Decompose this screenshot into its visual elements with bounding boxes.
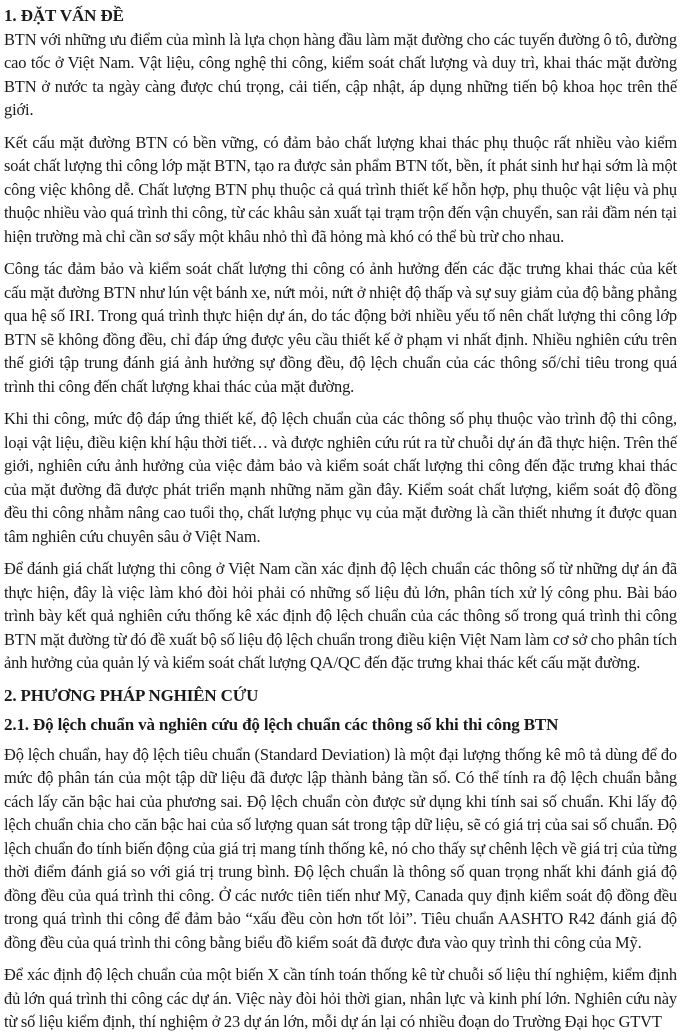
section-2-1-paragraph-1: Độ lệch chuẩn, hay độ lệch tiêu chuẩn (Standard Deviation) là một đại lượng thống kê mô tả dùng để đo mức độ phân tán của một tập dữ liệu đã được lập thành bảng tần số. Có thể tính ra độ lệch chuẩn bằng cách lấy căn bậc hai của phương sai. Độ lệch chuẩn còn được sử dụng khi tính sai số chuẩn. Khi lấy độ lệch chuẩn chia cho căn bậc hai của số lượng quan sát trong tập dữ liệu, sẽ có giá trị của sai số chuẩn. Độ lệch chuẩn đo tính biến động của giá trị mang tính thống kê, nó cho thấy sự chênh lệch về giá trị của từng thời điểm đánh giá so với giá trị trung bình. Độ lệch chuẩn là thông số quan trọng nhất khi đánh giá độ đồng đều của quá trình thi công. Ở các nước tiên tiến như Mỹ, Canada quy định kiểm soát độ đồng đều trong quá trình thi công để đảm bảo “xấu đều còn hơn tốt lỏi”. Tiêu chuẩn AASHTO R42 đánh giá độ đồng đều của quá trình thi công bằng biểu đồ kiểm soát đã được đưa vào quy trình thi công của Mỹ. [4, 744, 677, 952]
section-1-heading: 1. ĐẶT VẤN ĐỀ [4, 6, 124, 25]
section-1-paragraph-1: BTN với những ưu điểm của mình là lựa chọn hàng đầu làm mặt đường cho các tuyến đường ô tô, đường cao tốc ở Việt Nam. Vật liệu, công nghệ thi công, kiểm soát chất lượng và duy trì, khai thác mặt đường BTN ở nước ta ngày càng được chú trọng, cải tiến, cập nhật, áp dụng những tiến bộ khoa học trên thế giới. [4, 29, 677, 119]
section-1-paragraph-3: Công tác đảm bảo và kiểm soát chất lượng thi công có ảnh hưởng đến các đặc trưng khai thác của kết cấu mặt đường BTN như lún vệt bánh xe, nứt mỏi, nứt ở nhiệt độ thấp và sự suy giảm của độ bằng phẳng qua hệ số IRI. Trong quá trình thực hiện dự án, do tác động bởi nhiều yếu tố nên chất lượng thi công lớp BTN sẽ không đồng đều, chỉ đáp ứng được yêu cầu thiết kế ở phạm vi nhất định. Nhiều nghiên cứu trên thế giới tập trung đánh giá ảnh hưởng sự đồng đều, độ lệch chuẩn của các thông số/chỉ tiêu trong quá trình thi công đến chất lượng khai thác của mặt đường. [4, 259, 677, 396]
section-2-heading: 2. PHƯƠNG PHÁP NGHIÊN CỨU [4, 685, 259, 705]
section-1-paragraph-2: Kết cấu mặt đường BTN có bền vững, có đảm bảo chất lượng khai thác phụ thuộc rất nhiều vào kiểm soát chất lượng thi công lớp mặt BTN, tạo ra được sản phẩm BTN tốt, bền, ít phát sinh hư hại sớm là một công việc không dễ. Chất lượng BTN phụ thuộc cả quá trình thiết kế hỗn hợp, phụ thuộc vật liệu và phụ thuộc nhiều vào quá trình thi công, từ các khâu sản xuất tại trạm trộn đến vận chuyển, san rải đầm nén tại hiện trường mà chỉ cần sơ sẩy một khâu nhỏ thì đã hỏng mà khó có thể bù trừ cho nhau. [4, 132, 677, 246]
section-2-1-heading: 2.1. Độ lệch chuẩn và nghiên cứu độ lệch chuẩn các thông số khi thi công BTN [4, 715, 559, 734]
document-page [4, 0, 677, 1034]
section-1-paragraph-4: Khi thi công, mức độ đáp ứng thiết kế, độ lệch chuẩn của các thông số phụ thuộc vào trình độ thi công, loại vật liệu, điều kiện khí hậu thời tiết… và được nghiên cứu rút ra từ chuỗi dự án đã thực hiện. Trên thế giới, nghiên cứu ảnh hưởng của việc đảm bảo và kiểm soát chất lượng thi công đến đặc trưng khai thác của mặt đường đã được phát triển mạnh những năm gần đây. Kiểm soát chất lượng, kiểm soát độ đồng đều thi công nhằm nâng cao tuổi thọ, chất lượng phục vụ của mặt đường là cần thiết nhưng ít được quan tâm nghiên cứu chuyên sâu ở Việt Nam. [4, 409, 677, 546]
section-2-1-paragraph-2: Để xác định độ lệch chuẩn của một biến X cần tính toán thống kê từ chuỗi số liệu thí nghiệm, kiểm định đủ lớn quá trình thi công các dự án. Việc này đòi hỏi thời gian, nhân lực và kinh phí lớn. Nghiên cứu này từ số liệu kiểm định, thí nghiệm ở 23 dự án lớn, mỗi dự án lại có nhiều đoạn do Trường Đại học GTVT [4, 965, 677, 1031]
section-1-paragraph-5: Để đánh giá chất lượng thi công ở Việt Nam cần xác định độ lệch chuẩn các thông số từ những dự án đã thực hiện, đây là việc làm khó đòi hỏi phải có những số liệu đủ lớn, phân tích xử lý công phu. Bài báo trình bày kết quả nghiên cứu thống kê xác định độ lệch chuẩn của các thông số trong quá trình thi công BTN mặt đường từ đó đề xuất bộ số liệu độ lệch chuẩn trong điều kiện Việt Nam làm cơ sở cho phân tích ảnh hưởng của quản lý và kiểm soát chất lượng QA/QC đến đặc trưng khai thác kết cấu mặt đường. [4, 559, 677, 672]
